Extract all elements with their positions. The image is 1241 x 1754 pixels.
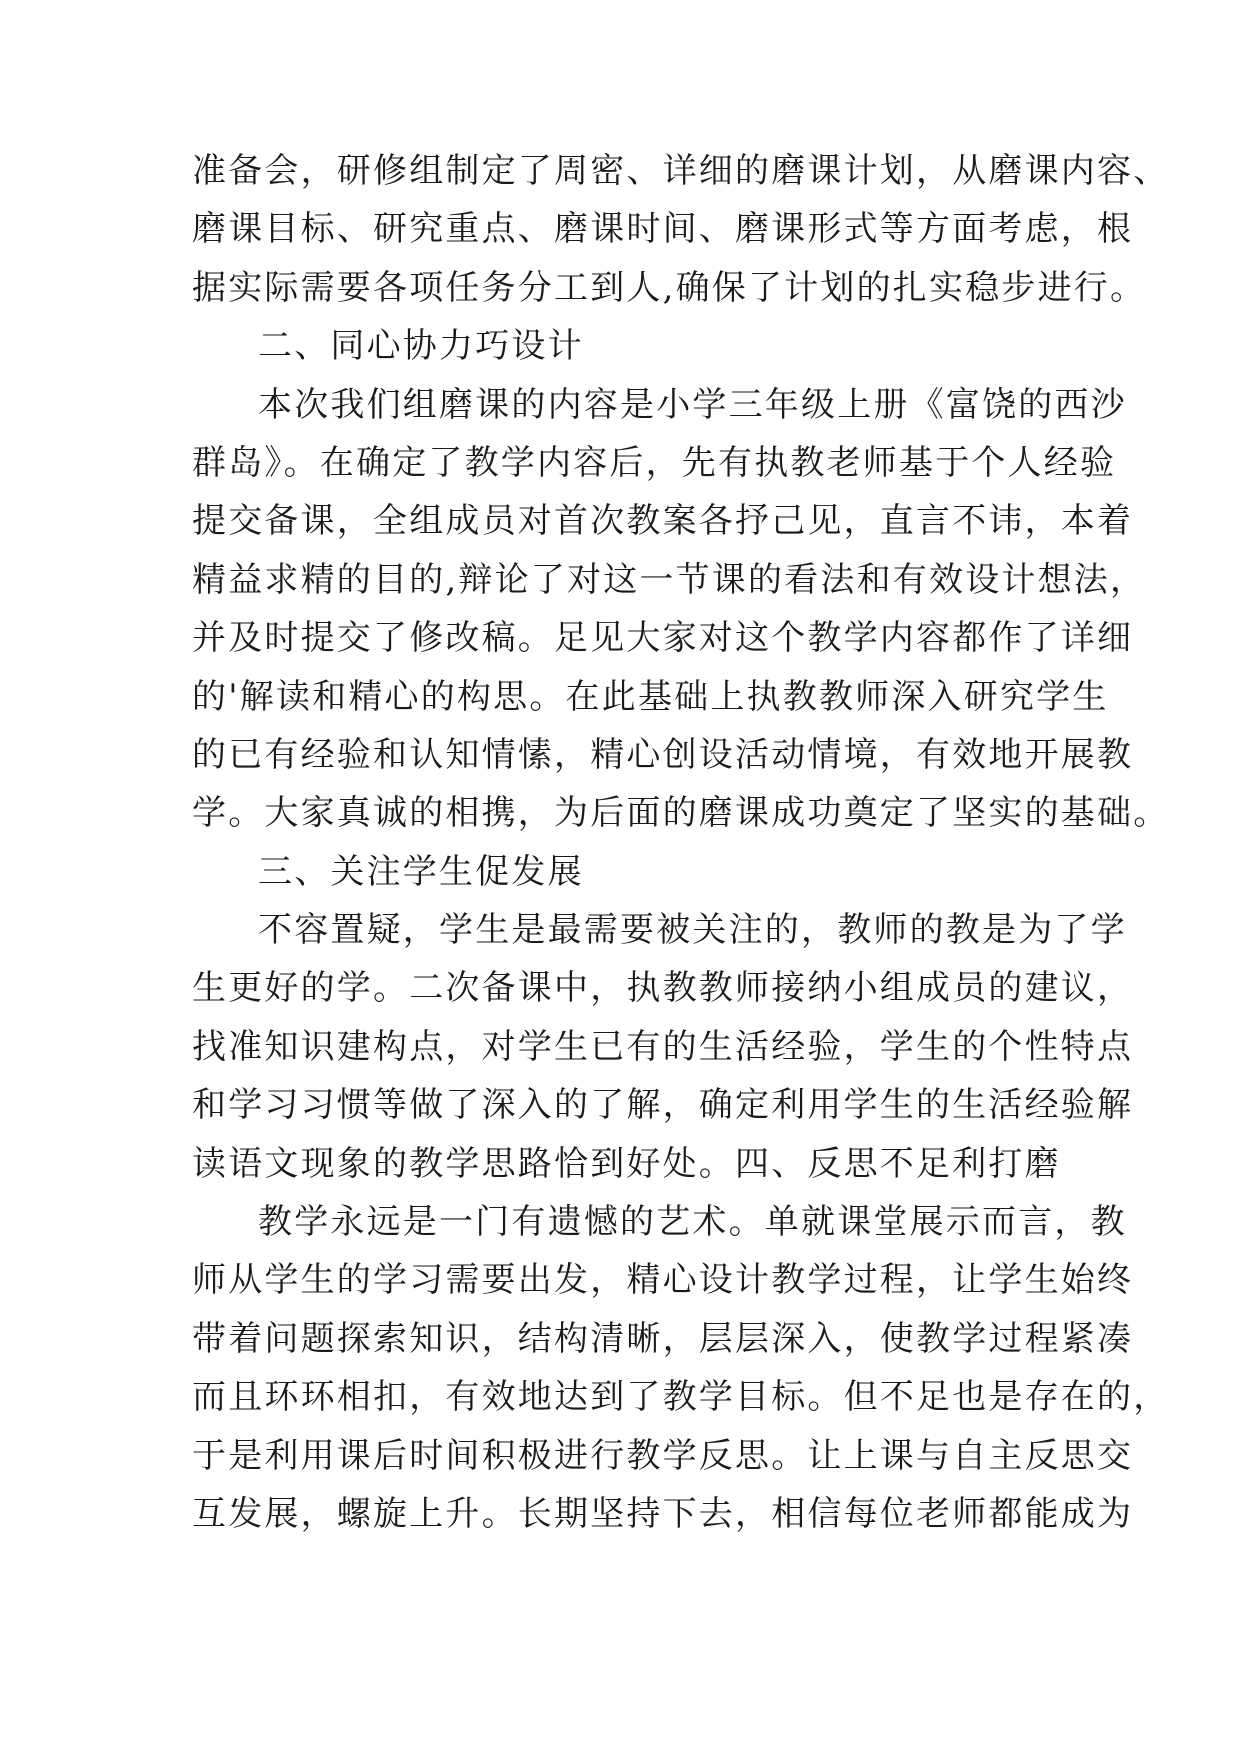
section-heading: 二、同心协力巧设计 <box>258 326 584 367</box>
text-line: 互发展，螺旋上升。长期坚持下去，相信每位老师都能成为 <box>192 1493 1134 1534</box>
text-line: 于是利用课后时间积极进行教学反思。让上课与自主反思交 <box>192 1435 1134 1476</box>
text-line: 师从学生的学习需要出发，精心设计教学过程，让学生始终 <box>192 1260 1134 1301</box>
text-line: 准备会，研修组制定了周密、详细的磨课计划，从磨课内容、 <box>192 151 1170 191</box>
text-line: 据实际需要各项任务分工到人,确保了计划的扎实稳步进行。 <box>192 267 1147 308</box>
text-line: 生更好的学。二次备课中，执教教师接纳小组成员的建议， <box>192 968 1134 1009</box>
text-line: 和学习习惯等做了深入的了解，确定利用学生的生活经验解 <box>192 1085 1134 1126</box>
text-line: 而且环环相扣，有效地达到了教学目标。但不足也是存在的， <box>192 1377 1170 1418</box>
text-line: 的已有经验和认知情愫，精心创设活动情境，有效地开展教 <box>192 734 1134 775</box>
text-line: 群岛》。在确定了教学内容后，先有执教老师基于个人经验 <box>192 442 1117 483</box>
text-line: 的'解读和精心的构思。在此基础上执教教师深入研究学生 <box>192 676 1109 717</box>
paragraph-start: 本次我们组磨课的内容是小学三年级上册《富饶的西沙 <box>258 384 1127 425</box>
paragraph-start: 教学永远是一门有遗憾的艺术。单就课堂展示而言，教 <box>258 1202 1127 1243</box>
text-line: 并及时提交了修改稿。足见大家对这个教学内容都作了详细 <box>192 618 1134 659</box>
text-line: 带着问题探索知识，结构清晰，层层深入，使教学过程紧凑 <box>192 1318 1134 1359</box>
text-line: 读语文现象的教学思路恰到好处。四、反思不足利打磨 <box>192 1143 1061 1184</box>
text-line: 提交备课，全组成员对首次教案各抒己见，直言不讳，本着 <box>192 501 1134 542</box>
text-line: 精益求精的目的,辩论了对这一节课的看法和有效设计想法， <box>192 559 1147 600</box>
body-text <box>192 142 1170 1543</box>
paragraph-start: 不容置疑，学生是最需要被关注的，教师的教是为了学 <box>258 910 1127 951</box>
text-line: 磨课目标、研究重点、磨课时间、磨课形式等方面考虑，根 <box>192 209 1134 250</box>
section-heading: 三、关注学生促发展 <box>258 851 584 892</box>
text-line: 找准知识建构点，对学生已有的生活经验，学生的个性特点 <box>192 1026 1134 1067</box>
text-line: 学。大家真诚的相携，为后面的磨课成功奠定了坚实的基础。 <box>192 793 1170 834</box>
